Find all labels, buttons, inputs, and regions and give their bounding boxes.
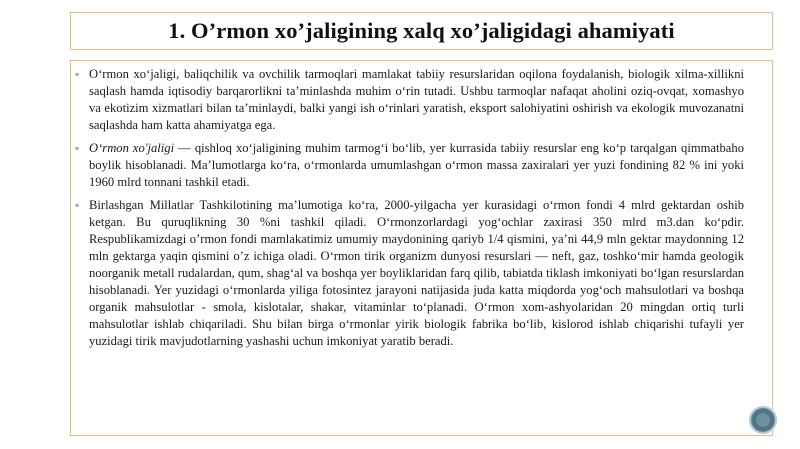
bullet-paragraph-2 bbox=[75, 140, 744, 191]
bullet-term-italic: O‘rmon xo'jaligi bbox=[89, 141, 175, 155]
bullet-icon: ▪ bbox=[75, 198, 80, 212]
bullet-icon: ▪ bbox=[75, 67, 80, 81]
content-box bbox=[70, 60, 773, 436]
bullet-text-2: — qishloq xo‘jaligining muhim tarmog‘i bo‘lib, yer kurrasida tabiiy resurslar eng ko‘p tarqalgan qimmatbaho boylik hisoblanadi. Ma’lumotlarga ko‘ra, o‘rmonlarda umumlashgan o‘rmon massa zaxiralari yer yuzi fondining 82 % ini yoki 1960 mlrd tonnani tashkil etadi. bbox=[89, 141, 744, 189]
slide-nav-button[interactable] bbox=[749, 406, 777, 434]
bullet-paragraph-3 bbox=[75, 197, 744, 350]
bullet-text-3: Birlashgan Millatlar Tashkilotining ma’lumotiga ko‘ra, 2000-yilgacha yer kurasidagi o‘rmon fondi 4 mlrd gektardan oshib ketgan. Bu quruqlikning 30 %ni tashkil qiladi. O‘rmonzorlardagi yog‘ochlar zaxirasi 350 mlrd m3.dan ko‘pdir. Respublikamizdagi o’rmon fondi mamlakatimiz umumiy maydonining qariyb 1/4 qismini, ya’ni 44,9 mln gektar maydonning 12 mln gektarga yaqin qismini o’z ichiga oladi. O‘rmon tirik organizm dunyosi resurslari — neft, gaz, toshko‘mir hamda geologik noorganik metall rudalardan, qum, shag‘al va boshqa yer boyliklaridan farq qilib, tabiatda tiklash imkoniyati bo‘lgan resurslardan hisoblanadi. Yer yuzidagi o‘rmonlarda yiliga fotosintez jarayoni natijasida juda katta miqdorda yog‘och mahsulotlari va boshqa organik mahsulotlar - smola, kislotalar, shakar, vitaminlar to‘planadi. O‘rmon xom-ashyolaridan 20 mingdan ortiq turli mahsulotlar ishlab chiqariladi. Shu bilan birga o‘rmonlar yirik biologik fabrika bo‘lib, kislorod ishlab chiqarishi tufayli yer yuzidagi tirik mavjudotlarning yashashi uchun imkoniyat yaratib beradi. bbox=[89, 198, 744, 348]
title-box bbox=[70, 12, 773, 50]
bullet-text-1: O‘rmon xo‘jaligi, baliqchilik va ovchilik tarmoqlari mamlakat tabiiy resurslaridan oqilona foydalanish, biologik xilma-xillikni saqlash hamda iqtisodiy barqarorlikni ta’minlashda muhim o‘rin tutadi. Ushbu tarmoqlar nafaqat aholini oziq-ovqat, xomashyo va ekotizim xizmatlari bilan ta’minlaydi, balki yangi ish o‘rinlari yaratish, eksport salohiyatini oshirish va ekologik muvozanatni saqlashda ham katta ahamiyatga ega. bbox=[89, 67, 744, 132]
bullet-paragraph-1 bbox=[75, 66, 744, 134]
slide-title: 1. O’rmon xo’jaligining xalq xo’jaligidagi ahamiyati bbox=[168, 18, 675, 43]
bullet-icon: ▪ bbox=[75, 141, 80, 155]
